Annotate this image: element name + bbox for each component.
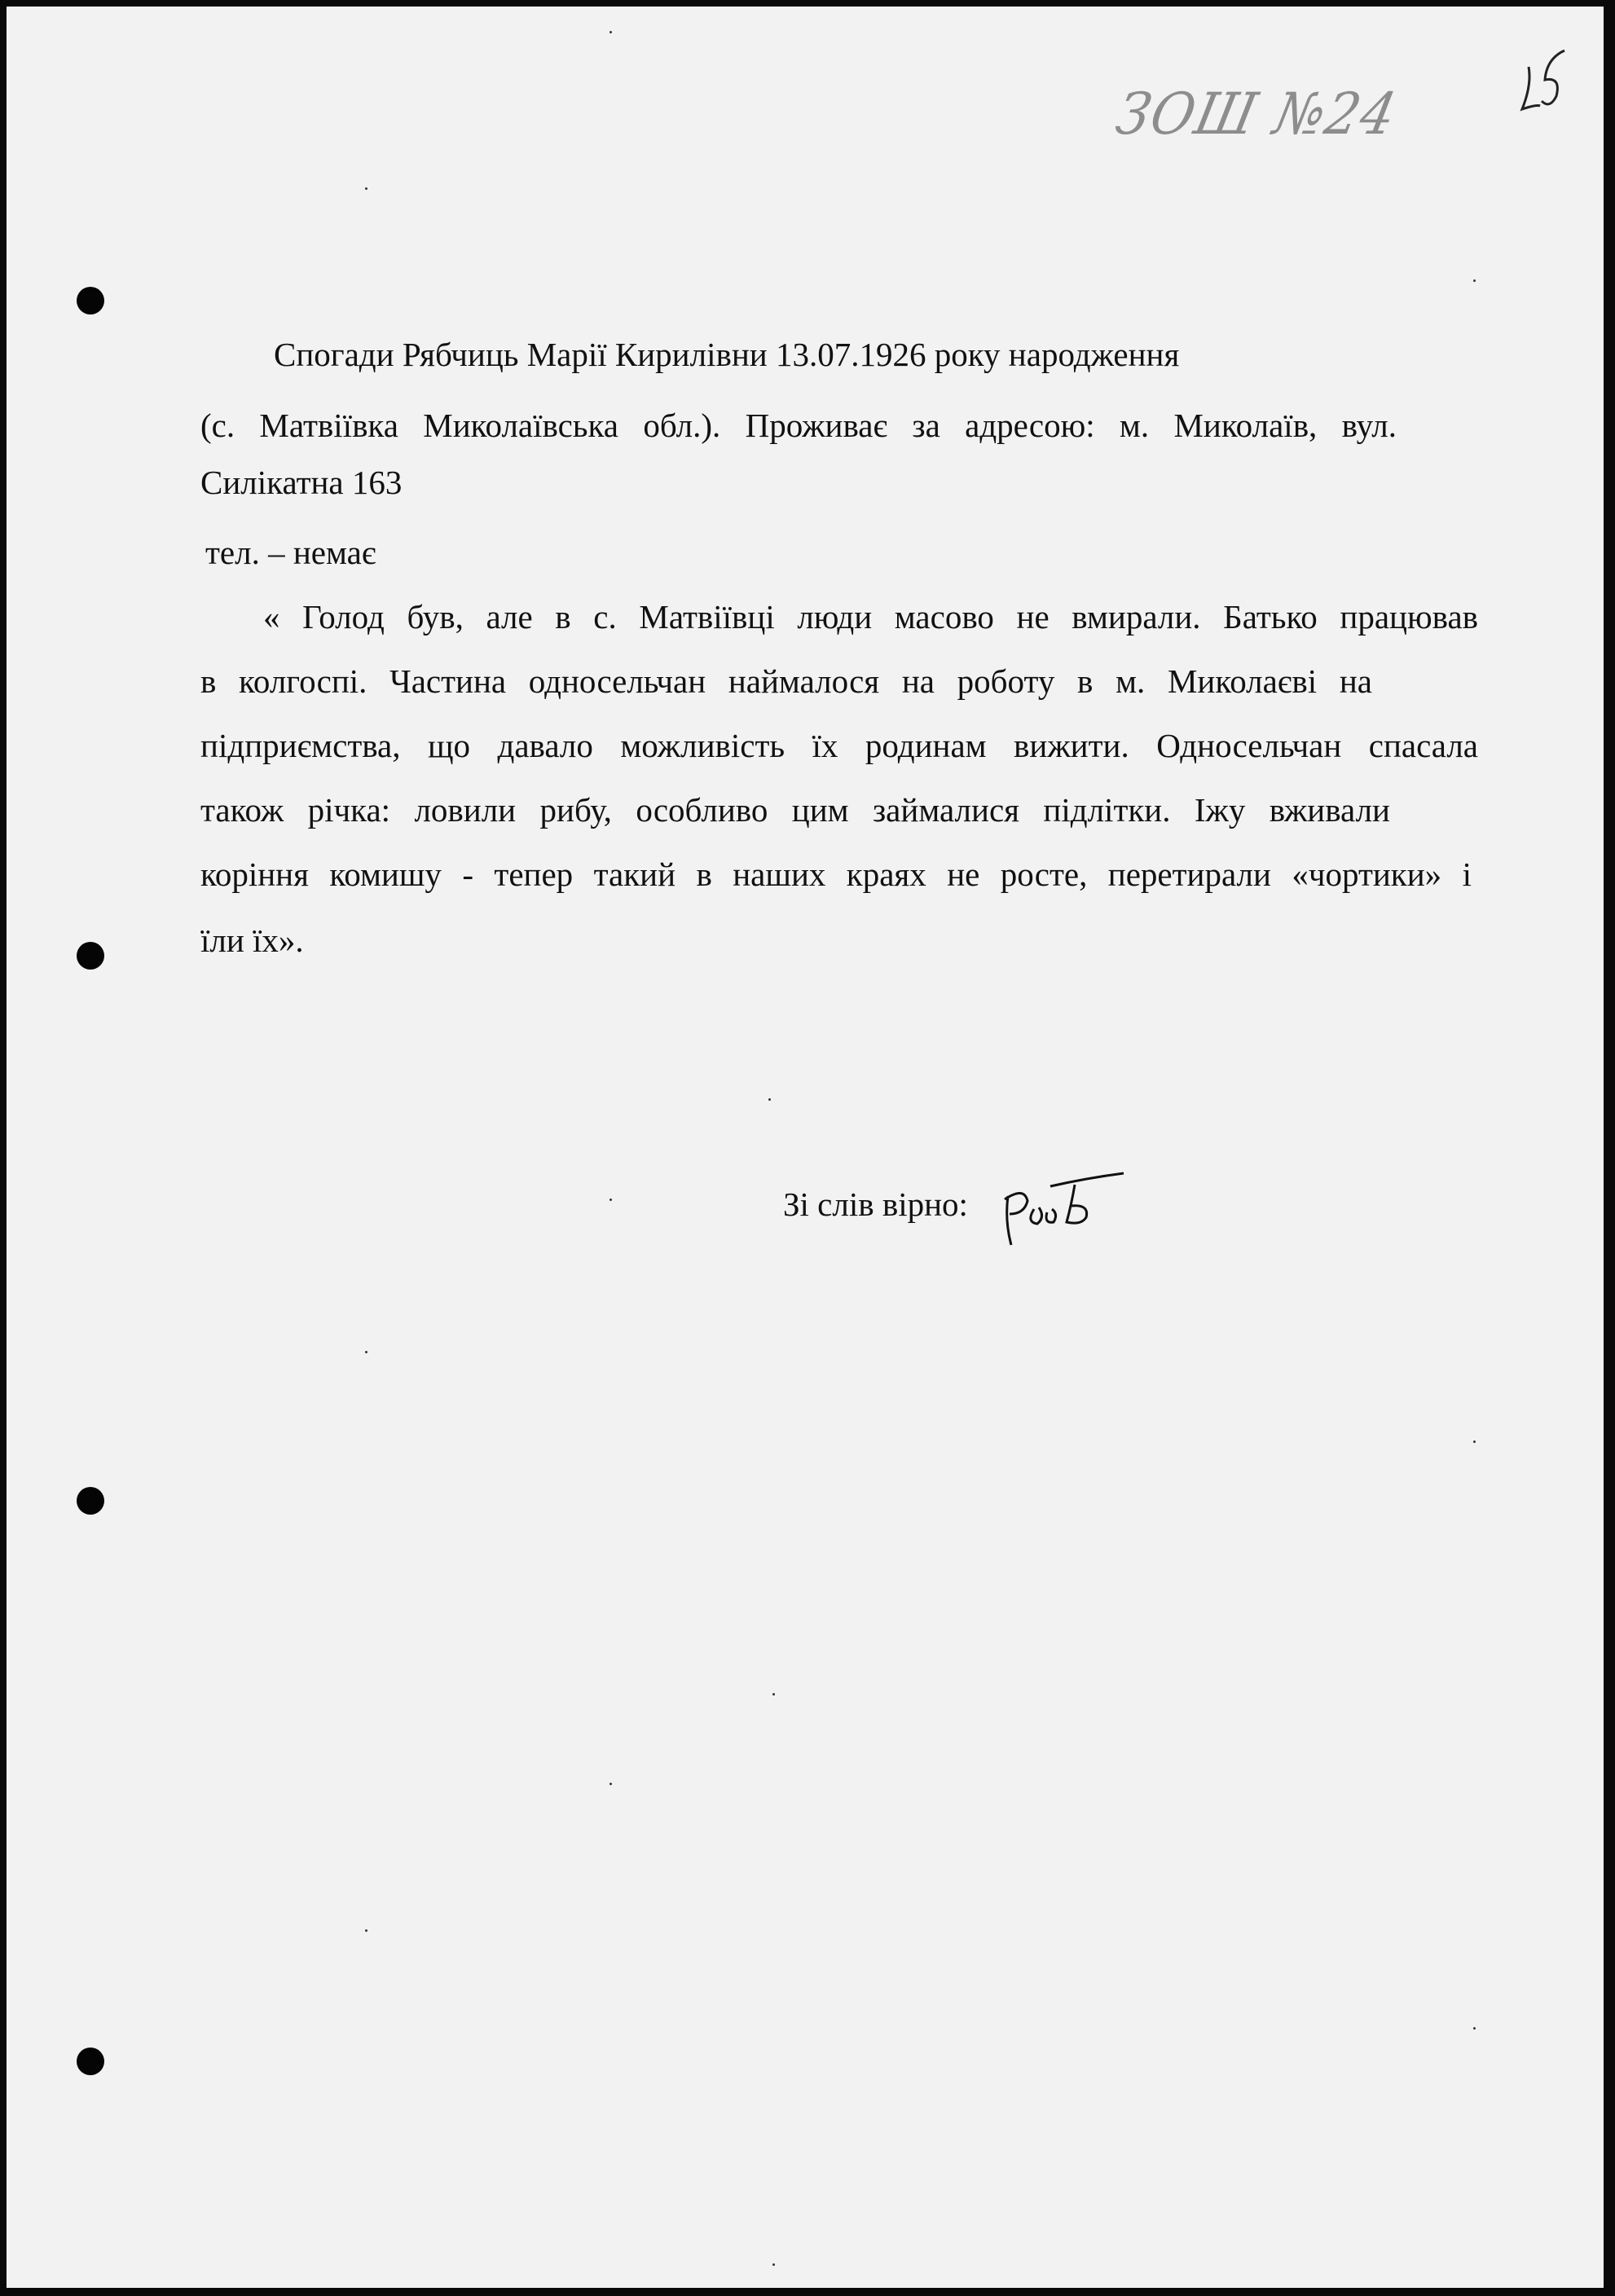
testimony-line: « Голод був, але в с. Матвіївці люди масово не вмирали. Батько працював: [263, 598, 1478, 636]
header-line-1: Спогади Рябчиць Марії Кирилівни 13.07.1926 року народження: [274, 336, 1180, 373]
phone-line: тел. – немає: [205, 534, 376, 571]
speck: [772, 1693, 775, 1696]
testimony-line: їли їх».: [200, 921, 304, 959]
speck: [1473, 1440, 1476, 1443]
testimony-line: підприємства, що давало можливість їх родинам вижити. Односельчан спасала: [200, 727, 1478, 764]
speck: [365, 187, 367, 190]
testimony-line: в колгоспі. Частина односельчан наймалося на роботу в м. Миколаєві на: [200, 662, 1372, 700]
speck: [772, 2263, 775, 2266]
speck: [609, 1199, 612, 1201]
speck: [768, 1098, 771, 1101]
handwritten-page-number: [1514, 47, 1579, 121]
speck: [609, 31, 612, 33]
punch-hole: [77, 2047, 104, 2075]
punch-hole: [77, 287, 104, 314]
testimony-line: коріння комишу - тепер такий в наших краях не росте, перетирали «чортики» і: [200, 856, 1472, 893]
signature: [997, 1163, 1135, 1253]
header-line-2: (с. Матвіївка Миколаївська обл.). Проживає за адресою: м. Миколаїв, вул.: [200, 407, 1397, 444]
testimony-line: також річка: ловили рибу, особливо цим займалися підлітки. Іжу вживали: [200, 791, 1390, 829]
speck: [1473, 279, 1476, 282]
punch-hole: [77, 942, 104, 970]
header-line-3: Силікатна 163: [200, 464, 403, 501]
handwritten-school-note: ЗОШ №24: [1110, 81, 1403, 148]
document-page: [7, 7, 1604, 2288]
certification-label: Зі слів вірно:: [783, 1185, 968, 1223]
speck: [365, 1929, 367, 1932]
speck: [365, 1351, 367, 1353]
punch-hole: [77, 1487, 104, 1515]
speck: [1473, 2027, 1476, 2030]
speck: [609, 1783, 612, 1785]
